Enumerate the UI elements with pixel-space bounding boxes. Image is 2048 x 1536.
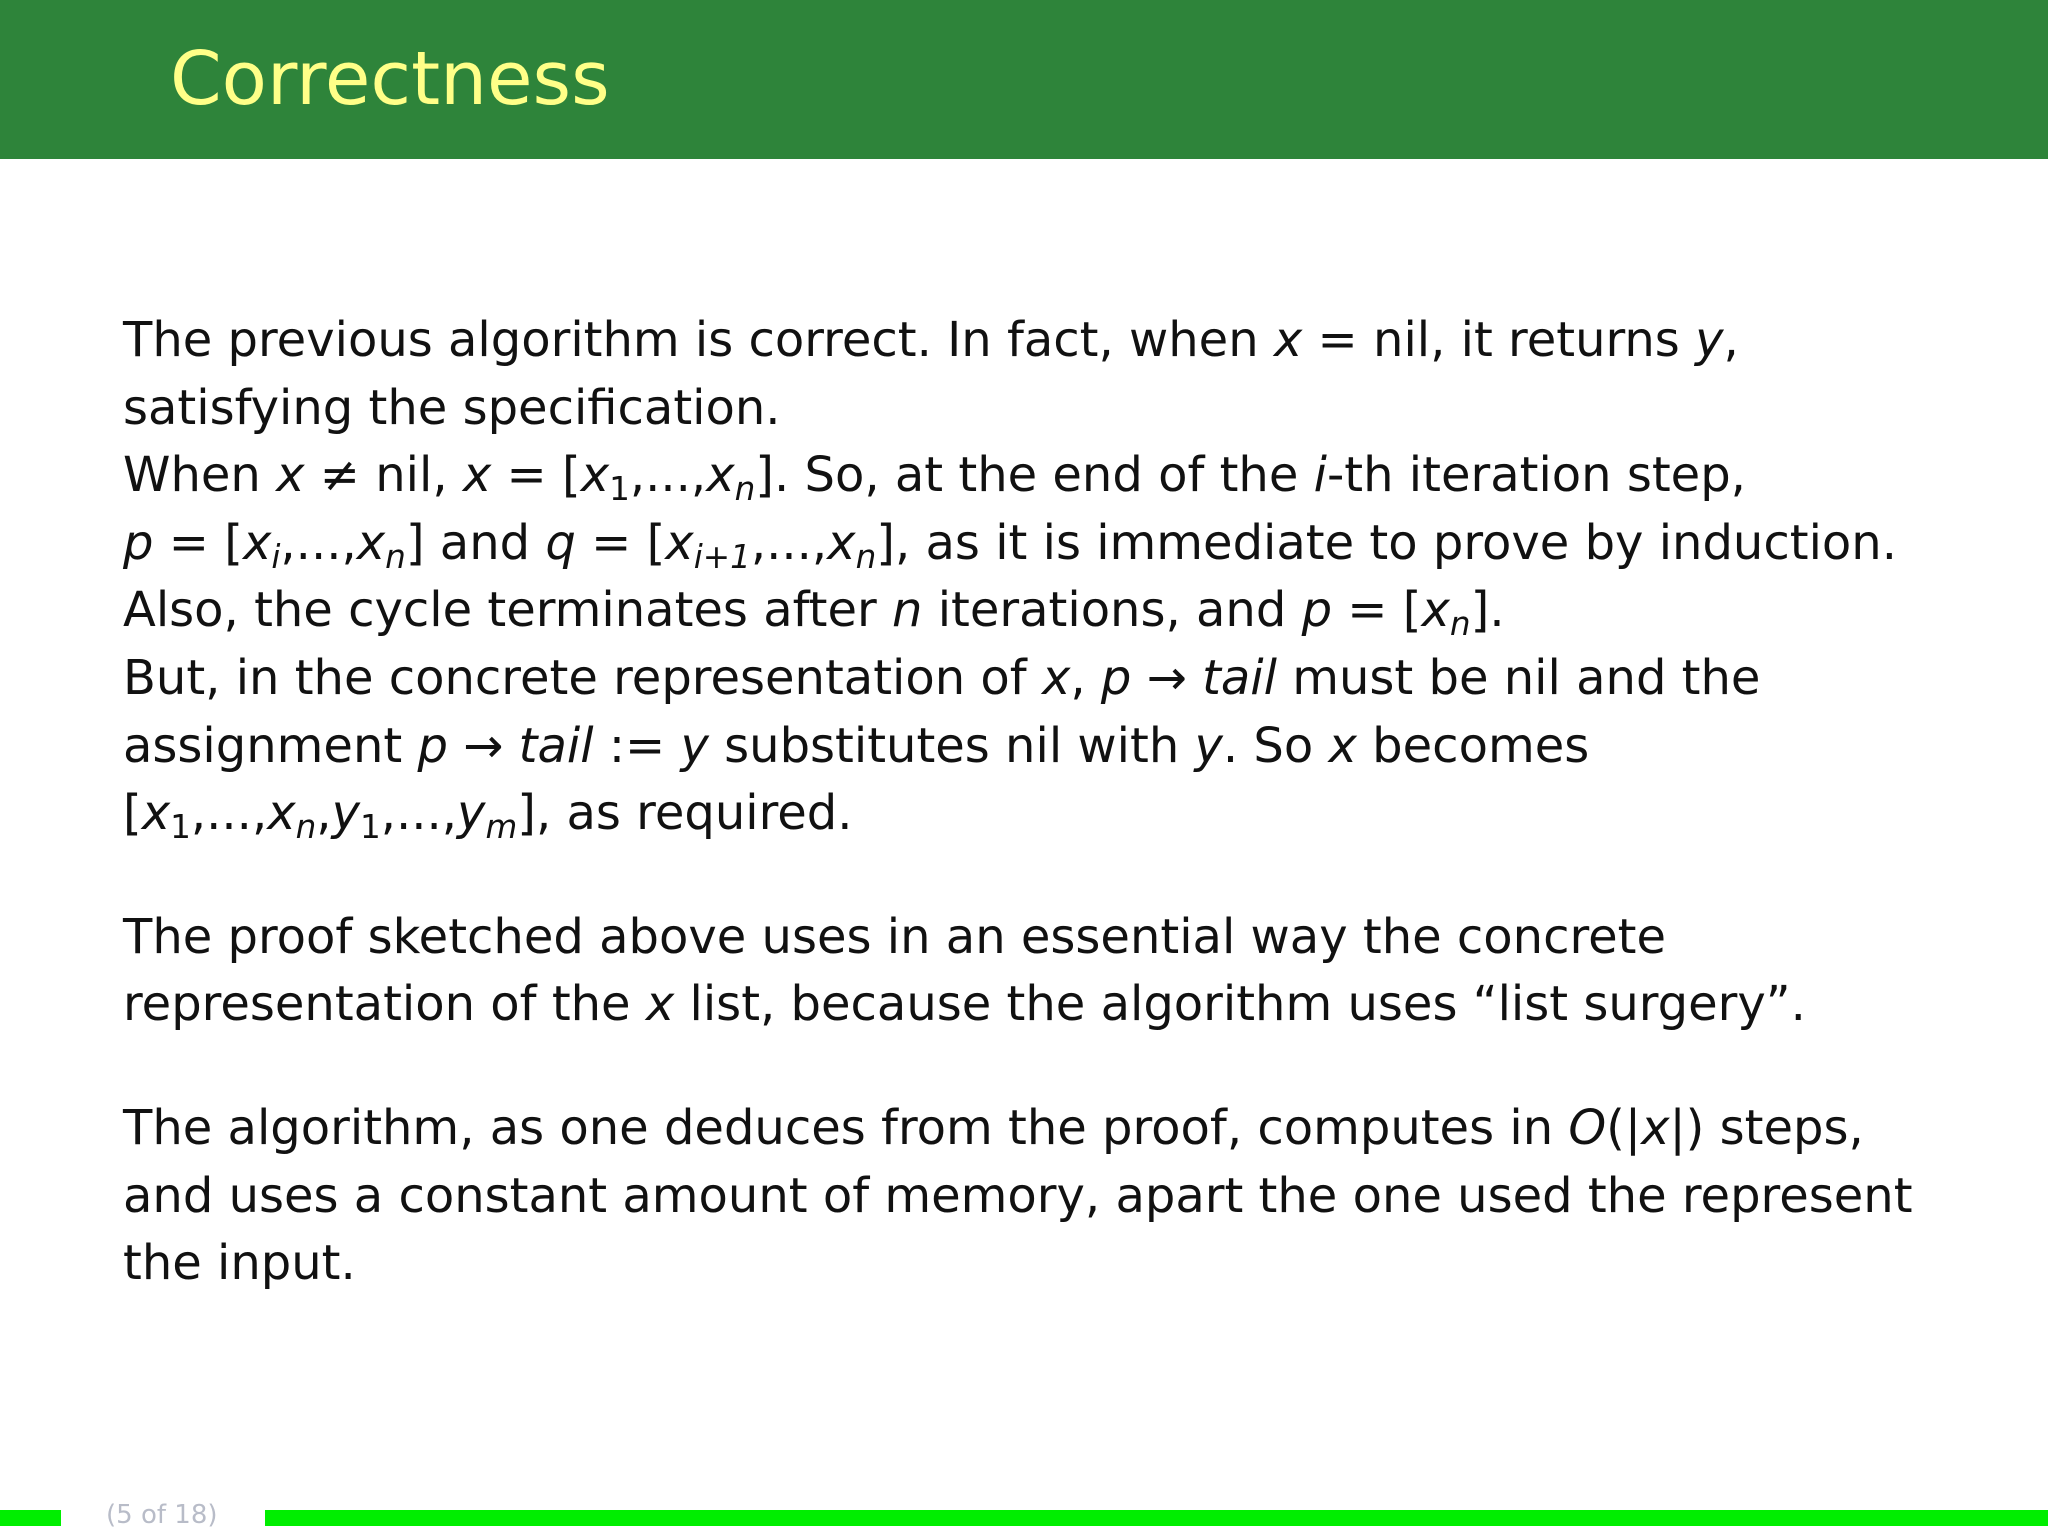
text-line: Also, the cycle terminates after n iterations, and $p = [x_n]$. [123,582,1505,644]
text-line: representation of the x list, because the algorithm uses “list surgery”. [123,976,1806,1033]
title-bar [0,0,2048,159]
page-number: (5 of 18) [106,1500,218,1530]
text-line: But, in the concrete representation of x, p → tail must be nil and the [123,649,1761,706]
paragraph-proof [123,307,2023,848]
text-line: the input. [123,1235,356,1292]
slide-content [123,307,2023,1298]
text-line: $[x_1,...,x_n,y_1,...,y_m]$, as required. [123,785,853,847]
paragraph-concrete-representation [123,904,2023,1039]
paragraph-complexity [123,1095,2023,1298]
text-line: The algorithm, as one deduces from the proof, computes in O(|x|) steps, [123,1099,1864,1156]
footer-bar-right [265,1510,2048,1526]
text-line: assignment p → tail := y substitutes nil with y. So x becomes [123,717,1590,774]
text-line: When x ≠ nil, $x = [x_1,...,x_n]$. So, at the end of the i-th iteration step, [123,447,1746,509]
paragraph-gap [123,848,2023,904]
text-line: The previous algorithm is correct. In fact, when x = nil, it returns y, [123,312,1739,368]
text-line: $p = [x_i,...,x_n]$ and $q = [x_{i+1},...,x_n]$, as it is immediate to prove by induction. [123,514,1897,576]
slide-title: Correctness [170,36,610,122]
text-line: and uses a constant amount of memory, apart the one used the represent [123,1167,1913,1224]
footer-bar-left [0,1510,61,1526]
text-line: satisfying the specification. [123,379,781,436]
paragraph-gap [123,1039,2023,1095]
text-line: The proof sketched above uses in an essential way the concrete [123,908,1667,965]
